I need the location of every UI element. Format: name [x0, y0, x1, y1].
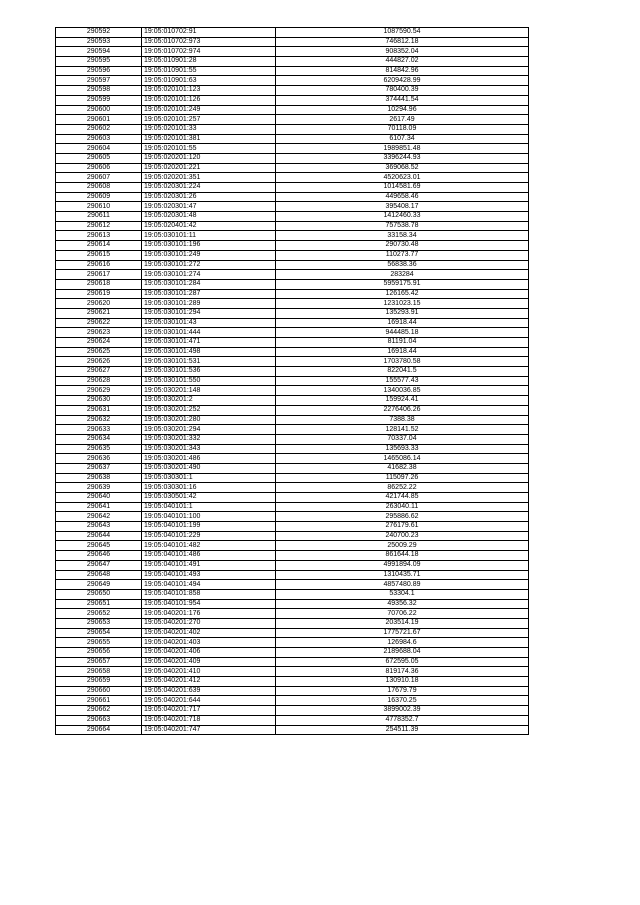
cadastral-number-cell: 19:05:030301:1 — [142, 473, 276, 483]
value-cell: 126984.6 — [276, 638, 529, 648]
cadastral-number-cell: 19:05:040201:717 — [142, 706, 276, 716]
table-body — [56, 28, 529, 735]
cadastral-number-cell: 19:05:030101:294 — [142, 308, 276, 318]
cadastral-number-cell: 19:05:030101:444 — [142, 328, 276, 338]
table-row — [56, 473, 529, 483]
record-number-cell: 290658 — [56, 667, 142, 677]
table-row — [56, 589, 529, 599]
table-row — [56, 270, 529, 280]
cadastral-number-cell: 19:05:020101:55 — [142, 144, 276, 154]
cadastral-number-cell: 19:05:030101:249 — [142, 250, 276, 260]
cadastral-number-cell: 19:05:040201:270 — [142, 618, 276, 628]
value-cell: 70706.22 — [276, 609, 529, 619]
record-number-cell: 290632 — [56, 415, 142, 425]
table-row — [56, 512, 529, 522]
record-number-cell: 290596 — [56, 66, 142, 76]
value-cell: 1703780.58 — [276, 357, 529, 367]
record-number-cell: 290595 — [56, 57, 142, 67]
record-number-cell: 290615 — [56, 250, 142, 260]
value-cell: 16918.44 — [276, 318, 529, 328]
value-cell: 81191.04 — [276, 338, 529, 348]
record-number-cell: 290660 — [56, 686, 142, 696]
table-row — [56, 47, 529, 57]
table-row — [56, 376, 529, 386]
table-row — [56, 396, 529, 406]
record-number-cell: 290650 — [56, 589, 142, 599]
record-number-cell: 290662 — [56, 706, 142, 716]
table-row — [56, 318, 529, 328]
record-number-cell: 290641 — [56, 502, 142, 512]
table-row — [56, 367, 529, 377]
record-number-cell: 290644 — [56, 531, 142, 541]
record-number-cell: 290619 — [56, 289, 142, 299]
cadastral-number-cell: 19:05:030201:148 — [142, 386, 276, 396]
record-number-cell: 290599 — [56, 95, 142, 105]
table-row — [56, 202, 529, 212]
value-cell: 369068.52 — [276, 163, 529, 173]
value-cell: 16918.44 — [276, 347, 529, 357]
table-row — [56, 279, 529, 289]
cadastral-number-cell: 19:05:020101:126 — [142, 95, 276, 105]
value-cell: 5959175.91 — [276, 279, 529, 289]
record-number-cell: 290613 — [56, 231, 142, 241]
table-row — [56, 638, 529, 648]
value-cell: 86252.22 — [276, 483, 529, 493]
cadastral-number-cell: 19:05:020401:42 — [142, 221, 276, 231]
cadastral-number-cell: 19:05:030101:274 — [142, 270, 276, 280]
cadastral-number-cell: 19:05:040101:1 — [142, 502, 276, 512]
table-row — [56, 241, 529, 251]
table-row — [56, 66, 529, 76]
table-row — [56, 357, 529, 367]
table-row — [56, 163, 529, 173]
record-number-cell: 290630 — [56, 396, 142, 406]
record-number-cell: 290652 — [56, 609, 142, 619]
cadastral-number-cell: 19:05:020301:48 — [142, 212, 276, 222]
cadastral-number-cell: 19:05:030301:16 — [142, 483, 276, 493]
table-row — [56, 454, 529, 464]
value-cell: 17679.79 — [276, 686, 529, 696]
cadastral-number-cell: 19:05:030101:531 — [142, 357, 276, 367]
value-cell: 861644.18 — [276, 551, 529, 561]
value-cell: 25009.29 — [276, 541, 529, 551]
cadastral-number-cell: 19:05:030201:294 — [142, 425, 276, 435]
value-cell: 155577.43 — [276, 376, 529, 386]
table-row — [56, 667, 529, 677]
record-number-cell: 290618 — [56, 279, 142, 289]
record-number-cell: 290609 — [56, 192, 142, 202]
cadastral-number-cell: 19:05:030101:43 — [142, 318, 276, 328]
cadastral-number-cell: 19:05:030101:11 — [142, 231, 276, 241]
table-row — [56, 86, 529, 96]
value-cell: 130910.18 — [276, 677, 529, 687]
record-number-cell: 290649 — [56, 580, 142, 590]
table-row — [56, 657, 529, 667]
cadastral-number-cell: 19:05:040201:644 — [142, 696, 276, 706]
value-cell: 2189688.04 — [276, 648, 529, 658]
cadastral-number-cell: 19:05:030101:289 — [142, 299, 276, 309]
record-number-cell: 290598 — [56, 86, 142, 96]
table-row — [56, 725, 529, 735]
cadastral-number-cell: 19:05:040101:482 — [142, 541, 276, 551]
cadastral-number-cell: 19:05:030101:498 — [142, 347, 276, 357]
table-row — [56, 609, 529, 619]
cadastral-number-cell: 19:05:040101:494 — [142, 580, 276, 590]
value-cell: 276179.61 — [276, 522, 529, 532]
record-number-cell: 290608 — [56, 183, 142, 193]
cadastral-number-cell: 19:05:040201:410 — [142, 667, 276, 677]
record-number-cell: 290607 — [56, 173, 142, 183]
cadastral-number-cell: 19:05:040101:199 — [142, 522, 276, 532]
value-cell: 4857480.89 — [276, 580, 529, 590]
cadastral-number-cell: 19:05:040201:402 — [142, 628, 276, 638]
value-cell: 6107.34 — [276, 134, 529, 144]
value-cell: 254511.39 — [276, 725, 529, 735]
cadastral-number-cell: 19:05:020201:351 — [142, 173, 276, 183]
table-row — [56, 95, 529, 105]
record-number-cell: 290647 — [56, 560, 142, 570]
record-number-cell: 290605 — [56, 153, 142, 163]
value-cell: 1465086.14 — [276, 454, 529, 464]
cadastral-number-cell: 19:05:020101:249 — [142, 105, 276, 115]
record-number-cell: 290635 — [56, 444, 142, 454]
table-row — [56, 299, 529, 309]
cadastral-number-cell: 19:05:010901:55 — [142, 66, 276, 76]
table-row — [56, 124, 529, 134]
value-cell: 814842.96 — [276, 66, 529, 76]
value-cell: 295886.62 — [276, 512, 529, 522]
table-row — [56, 212, 529, 222]
value-cell: 421744.85 — [276, 493, 529, 503]
cadastral-number-cell: 19:05:030101:196 — [142, 241, 276, 251]
record-number-cell: 290659 — [56, 677, 142, 687]
cadastral-number-cell: 19:05:020301:47 — [142, 202, 276, 212]
cadastral-number-cell: 19:05:040201:406 — [142, 648, 276, 658]
cadastral-number-cell: 19:05:020101:381 — [142, 134, 276, 144]
record-number-cell: 290639 — [56, 483, 142, 493]
record-number-cell: 290626 — [56, 357, 142, 367]
table-row — [56, 134, 529, 144]
record-number-cell: 290611 — [56, 212, 142, 222]
value-cell: 374441.54 — [276, 95, 529, 105]
record-number-cell: 290646 — [56, 551, 142, 561]
cadastral-number-cell: 19:05:030201:332 — [142, 434, 276, 444]
cadastral-number-cell: 19:05:030101:550 — [142, 376, 276, 386]
table-row — [56, 618, 529, 628]
cadastral-number-cell: 19:05:040201:412 — [142, 677, 276, 687]
value-cell: 944485.18 — [276, 328, 529, 338]
value-cell: 49356.32 — [276, 599, 529, 609]
table-row — [56, 289, 529, 299]
value-cell: 128141.52 — [276, 425, 529, 435]
cadastral-number-cell: 19:05:040201:409 — [142, 657, 276, 667]
table-row — [56, 347, 529, 357]
record-number-cell: 290610 — [56, 202, 142, 212]
table-row — [56, 338, 529, 348]
record-number-cell: 290614 — [56, 241, 142, 251]
value-cell: 4778352.7 — [276, 715, 529, 725]
value-cell: 1087590.54 — [276, 28, 529, 38]
cadastral-number-cell: 19:05:040101:100 — [142, 512, 276, 522]
value-cell: 1775721.67 — [276, 628, 529, 638]
table-row — [56, 386, 529, 396]
cadastral-number-cell: 19:05:040201:403 — [142, 638, 276, 648]
value-cell: 395408.17 — [276, 202, 529, 212]
record-number-cell: 290629 — [56, 386, 142, 396]
value-cell: 1231023.15 — [276, 299, 529, 309]
table-row — [56, 686, 529, 696]
table-row — [56, 444, 529, 454]
value-cell: 3396244.93 — [276, 153, 529, 163]
record-number-cell: 290638 — [56, 473, 142, 483]
cadastral-number-cell: 19:05:030201:490 — [142, 463, 276, 473]
record-number-cell: 290648 — [56, 570, 142, 580]
value-cell: 822041.5 — [276, 367, 529, 377]
value-cell: 2276406.26 — [276, 405, 529, 415]
value-cell: 1412460.33 — [276, 212, 529, 222]
record-number-cell: 290640 — [56, 493, 142, 503]
cadastral-number-cell: 19:05:030201:343 — [142, 444, 276, 454]
record-number-cell: 290663 — [56, 715, 142, 725]
record-number-cell: 290624 — [56, 338, 142, 348]
table-row — [56, 221, 529, 231]
table-row — [56, 183, 529, 193]
table-row — [56, 580, 529, 590]
table-row — [56, 231, 529, 241]
value-cell: 203514.19 — [276, 618, 529, 628]
table-row — [56, 706, 529, 716]
record-number-cell: 290653 — [56, 618, 142, 628]
value-cell: 110273.77 — [276, 250, 529, 260]
table-row — [56, 415, 529, 425]
table-row — [56, 425, 529, 435]
record-number-cell: 290654 — [56, 628, 142, 638]
cadastral-number-cell: 19:05:040201:718 — [142, 715, 276, 725]
value-cell: 6209428.99 — [276, 76, 529, 86]
table-row — [56, 105, 529, 115]
table-row — [56, 434, 529, 444]
table-row — [56, 308, 529, 318]
value-cell: 16370.25 — [276, 696, 529, 706]
record-number-cell: 290604 — [56, 144, 142, 154]
record-number-cell: 290627 — [56, 367, 142, 377]
cadastral-number-cell: 19:05:010702:91 — [142, 28, 276, 38]
cadastral-number-cell: 19:05:030201:2 — [142, 396, 276, 406]
cadastral-number-cell: 19:05:040201:639 — [142, 686, 276, 696]
record-number-cell: 290594 — [56, 47, 142, 57]
cadastral-number-cell: 19:05:030101:536 — [142, 367, 276, 377]
record-number-cell: 290603 — [56, 134, 142, 144]
record-number-cell: 290593 — [56, 37, 142, 47]
table-row — [56, 153, 529, 163]
table-row — [56, 599, 529, 609]
record-number-cell: 290621 — [56, 308, 142, 318]
record-number-cell: 290601 — [56, 115, 142, 125]
cadastral-number-cell: 19:05:010901:28 — [142, 57, 276, 67]
table-row — [56, 715, 529, 725]
value-cell: 41682.38 — [276, 463, 529, 473]
record-number-cell: 290636 — [56, 454, 142, 464]
cadastral-number-cell: 19:05:030201:486 — [142, 454, 276, 464]
value-cell: 126165.42 — [276, 289, 529, 299]
cadastral-number-cell: 19:05:030101:284 — [142, 279, 276, 289]
value-cell: 1340036.85 — [276, 386, 529, 396]
value-cell: 3899002.39 — [276, 706, 529, 716]
table-row — [56, 570, 529, 580]
cadastral-number-cell: 19:05:020101:123 — [142, 86, 276, 96]
value-cell: 56838.36 — [276, 260, 529, 270]
table-row — [56, 483, 529, 493]
table-row — [56, 648, 529, 658]
table-row — [56, 328, 529, 338]
cadastral-number-cell: 19:05:040101:954 — [142, 599, 276, 609]
record-number-cell: 290600 — [56, 105, 142, 115]
cadastral-number-cell: 19:05:030201:252 — [142, 405, 276, 415]
record-number-cell: 290657 — [56, 657, 142, 667]
record-number-cell: 290631 — [56, 405, 142, 415]
value-cell: 1989851.48 — [276, 144, 529, 154]
table-row — [56, 551, 529, 561]
record-number-cell: 290637 — [56, 463, 142, 473]
cadastral-number-cell: 19:05:040101:486 — [142, 551, 276, 561]
cadastral-number-cell: 19:05:030101:471 — [142, 338, 276, 348]
data-table — [55, 27, 529, 735]
table-row — [56, 173, 529, 183]
cadastral-number-cell: 19:05:030101:287 — [142, 289, 276, 299]
value-cell: 1310435.71 — [276, 570, 529, 580]
cadastral-number-cell: 19:05:030201:280 — [142, 415, 276, 425]
table-row — [56, 260, 529, 270]
value-cell: 672595.05 — [276, 657, 529, 667]
cadastral-number-cell: 19:05:020301:224 — [142, 183, 276, 193]
table-row — [56, 560, 529, 570]
record-number-cell: 290645 — [56, 541, 142, 551]
record-number-cell: 290606 — [56, 163, 142, 173]
value-cell: 135293.91 — [276, 308, 529, 318]
value-cell: 449658.46 — [276, 192, 529, 202]
cadastral-number-cell: 19:05:020101:33 — [142, 124, 276, 134]
cadastral-number-cell: 19:05:020201:221 — [142, 163, 276, 173]
cadastral-number-cell: 19:05:040101:858 — [142, 589, 276, 599]
cadastral-number-cell: 19:05:020201:120 — [142, 153, 276, 163]
table-row — [56, 57, 529, 67]
cadastral-number-cell: 19:05:020101:257 — [142, 115, 276, 125]
record-number-cell: 290617 — [56, 270, 142, 280]
record-number-cell: 290664 — [56, 725, 142, 735]
record-number-cell: 290620 — [56, 299, 142, 309]
cadastral-number-cell: 19:05:020301:26 — [142, 192, 276, 202]
table-row — [56, 493, 529, 503]
value-cell: 53304.1 — [276, 589, 529, 599]
record-number-cell: 290612 — [56, 221, 142, 231]
cadastral-number-cell: 19:05:030101:272 — [142, 260, 276, 270]
record-number-cell: 290628 — [56, 376, 142, 386]
table-row — [56, 405, 529, 415]
record-number-cell: 290642 — [56, 512, 142, 522]
value-cell: 240700.23 — [276, 531, 529, 541]
cadastral-number-cell: 19:05:040101:491 — [142, 560, 276, 570]
record-number-cell: 290597 — [56, 76, 142, 86]
record-number-cell: 290656 — [56, 648, 142, 658]
value-cell: 159924.41 — [276, 396, 529, 406]
record-number-cell: 290633 — [56, 425, 142, 435]
value-cell: 4991894.09 — [276, 560, 529, 570]
record-number-cell: 290643 — [56, 522, 142, 532]
record-number-cell: 290602 — [56, 124, 142, 134]
cadastral-number-cell: 19:05:040101:229 — [142, 531, 276, 541]
value-cell: 746812.18 — [276, 37, 529, 47]
value-cell: 819174.36 — [276, 667, 529, 677]
value-cell: 780400.39 — [276, 86, 529, 96]
value-cell: 283284 — [276, 270, 529, 280]
value-cell: 7388.38 — [276, 415, 529, 425]
table-row — [56, 696, 529, 706]
record-number-cell: 290623 — [56, 328, 142, 338]
value-cell: 33158.34 — [276, 231, 529, 241]
cadastral-number-cell: 19:05:010901:63 — [142, 76, 276, 86]
value-cell: 4520623.01 — [276, 173, 529, 183]
cadastral-number-cell: 19:05:010702:974 — [142, 47, 276, 57]
table-row — [56, 463, 529, 473]
table-row — [56, 541, 529, 551]
value-cell: 10294.96 — [276, 105, 529, 115]
value-cell: 115097.26 — [276, 473, 529, 483]
cadastral-number-cell: 19:05:040101:493 — [142, 570, 276, 580]
table-row — [56, 628, 529, 638]
record-number-cell: 290634 — [56, 434, 142, 444]
table-row — [56, 37, 529, 47]
table-row — [56, 531, 529, 541]
table-row — [56, 28, 529, 38]
table-row — [56, 76, 529, 86]
value-cell: 908352.04 — [276, 47, 529, 57]
value-cell: 444827.02 — [276, 57, 529, 67]
table-row — [56, 192, 529, 202]
record-number-cell: 290661 — [56, 696, 142, 706]
record-number-cell: 290651 — [56, 599, 142, 609]
value-cell: 290730.48 — [276, 241, 529, 251]
record-number-cell: 290655 — [56, 638, 142, 648]
value-cell: 757538.78 — [276, 221, 529, 231]
cadastral-number-cell: 19:05:030501:42 — [142, 493, 276, 503]
record-number-cell: 290616 — [56, 260, 142, 270]
record-number-cell: 290592 — [56, 28, 142, 38]
record-number-cell: 290625 — [56, 347, 142, 357]
value-cell: 1014581.69 — [276, 183, 529, 193]
table-row — [56, 502, 529, 512]
value-cell: 2617.49 — [276, 115, 529, 125]
table-row — [56, 677, 529, 687]
cadastral-number-cell: 19:05:010702:973 — [142, 37, 276, 47]
table-row — [56, 522, 529, 532]
value-cell: 70118.09 — [276, 124, 529, 134]
value-cell: 263040.11 — [276, 502, 529, 512]
value-cell: 70337.04 — [276, 434, 529, 444]
value-cell: 135693.33 — [276, 444, 529, 454]
cadastral-number-cell: 19:05:040201:747 — [142, 725, 276, 735]
table-row — [56, 250, 529, 260]
record-number-cell: 290622 — [56, 318, 142, 328]
table-row — [56, 115, 529, 125]
cadastral-number-cell: 19:05:040201:176 — [142, 609, 276, 619]
table-row — [56, 144, 529, 154]
